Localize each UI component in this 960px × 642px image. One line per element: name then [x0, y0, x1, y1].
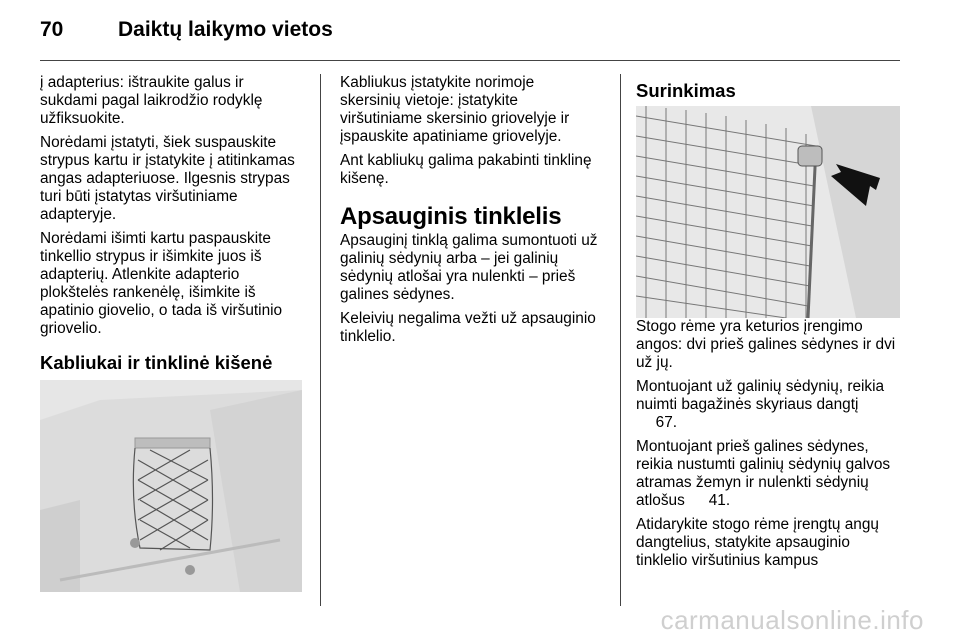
column-3 [636, 318, 906, 576]
col2-paragraph-1: Kabliukus įstatykite norimoje skersinių vietoje: įstatykite viršutiniame skersinio griovelyje ir įspauskite apatiniame griovelyje. [340, 74, 570, 145]
page-header [40, 18, 333, 48]
col1-paragraph-3: Norėdami išimti kartu paspauskite tinkellio strypus ir išimkite juos iš adapterių. Atlenkite adapterio plokštelės rankenėlę, išimkite iš apatinio giovelio, o tada iš viršutinio griovelio. [40, 230, 283, 337]
col3-paragraph-1: Stogo rėme yra keturios įrengimo angos: dvi prieš galines sėdynes ir dvi už jų. [636, 318, 896, 371]
assembly-heading: Surinkimas [636, 80, 736, 101]
hooks-net-subheading: Kabliukai ir tinklinė kišenė [40, 352, 273, 373]
column-divider-1 [320, 74, 321, 606]
col2-paragraph-2: Ant kabliukų galima pakabinti tinklinę kišenę. [340, 152, 592, 187]
watermark: carmanualsonline.info [660, 605, 924, 635]
col1-paragraph-2: Norėdami įstatyti, šiek suspauskite strypus kartu ir įstatykite į atitinkamas angas adapteriuose. Ilgesnis strypas turi būti įstatytas viršutiniame adapteryje. [40, 134, 295, 223]
col3-paragraph-3: Montuojant prieš galines sėdynes, reikia nustumti galinių sėdynių galvos atramas žemyn ir nulenkti sėdynių atlošus 41. [636, 438, 891, 509]
page-title: Daiktų laikymo vietos [118, 18, 333, 41]
safety-net-heading: Apsauginis tinklelis [340, 203, 562, 230]
net-pocket-illustration [40, 380, 302, 592]
safety-net-illustration [636, 106, 900, 318]
col3-paragraph-4: Atidarykite stogo rėme įrengtų angų dangtelius, statykite apsauginio tinklelio viršutinius kampus [636, 516, 879, 569]
header-rule [40, 60, 900, 61]
column-divider-2 [620, 74, 621, 606]
column-1 [40, 74, 308, 378]
col1-paragraph-1: į adapterius: ištraukite galus ir sukdami pagal laikrodžio rodyklę užfiksuokite. [40, 74, 263, 127]
col3-paragraph-2: Montuojant už galinių sėdynių, reikia nuimti bagažinės skyriaus dangtį 67. [636, 378, 885, 431]
col2-paragraph-3: Apsauginį tinklą galima sumontuoti už galinių sėdynių arba – jei galinių sėdynių atlošai yra nulenkti – prieš galines sėdynes. [340, 232, 598, 303]
col2-paragraph-4: Keleivių negalima vežti už apsauginio tinklelio. [340, 310, 596, 345]
column-2 [340, 74, 608, 352]
page-number: 70 [40, 18, 64, 41]
